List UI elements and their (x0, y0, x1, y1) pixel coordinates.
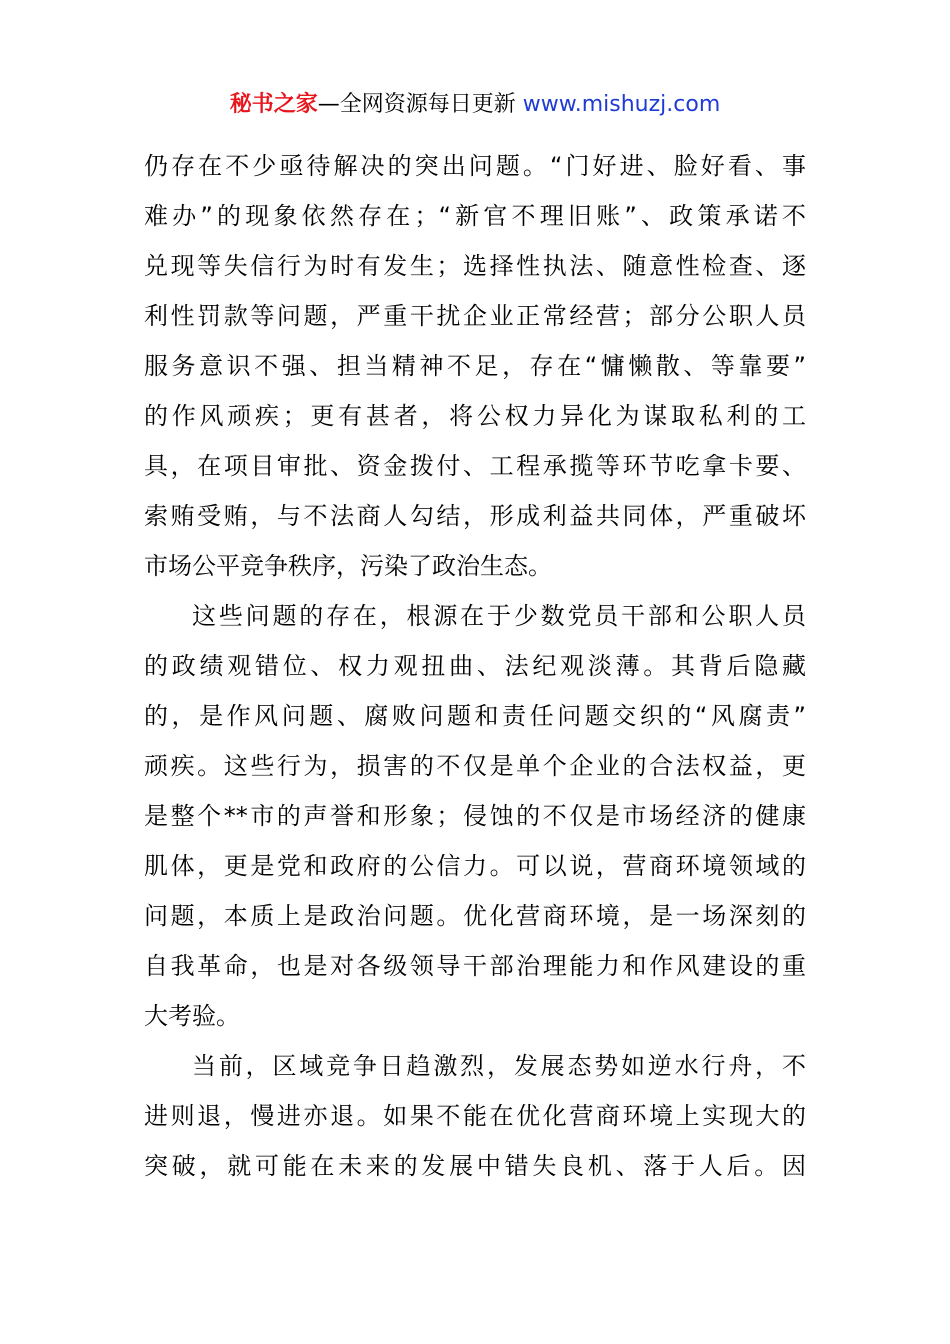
text-line: 的，是作风问题、腐败问题和责任问题交织的“风腐责” (144, 702, 806, 730)
text-line: 突破，就可能在未来的发展中错失良机、落于人后。因 (144, 1152, 806, 1180)
text-line: 具，在项目审批、资金拨付、工程承揽等环节吃拿卡要、 (144, 452, 806, 480)
paragraph-first-line: 这些问题的存在，根源在于少数党员干部和公职人员 (192, 602, 806, 630)
site-url[interactable]: www.mishuzj.com (522, 92, 721, 117)
text-line: 进则退，慢进亦退。如果不能在优化营商环境上实现大的 (144, 1102, 806, 1130)
text-line: 利性罚款等问题，严重干扰企业正常经营；部分公职人员 (144, 302, 806, 330)
text-line: 是整个**市的声誉和形象；侵蚀的不仅是市场经济的健康 (144, 802, 806, 830)
site-header (0, 88, 950, 122)
text-line: 大考验。 (144, 1002, 240, 1030)
text-line: 顽疾。这些行为，损害的不仅是单个企业的合法权益，更 (144, 752, 806, 780)
paragraph-first-line: 当前，区域竞争日趋激烈，发展态势如逆水行舟，不 (192, 1052, 806, 1080)
text-line: 问题，本质上是政治问题。优化营商环境，是一场深刻的 (144, 902, 806, 930)
text-line: 服务意识不强、担当精神不足，存在“慵懒散、等靠要” (144, 352, 806, 380)
text-line: 难办”的现象依然存在；“新官不理旧账”、政策承诺不 (144, 202, 806, 230)
brand-name: 秘书之家 (229, 92, 318, 117)
document-body (144, 141, 806, 1191)
text-line: 索贿受贿，与不法商人勾结，形成利益共同体，严重破坏 (144, 502, 806, 530)
text-line: 自我革命，也是对各级领导干部治理能力和作风建设的重 (144, 952, 806, 980)
header-tagline: —全网资源每日更新 (317, 92, 523, 117)
text-line: 的作风顽疾；更有甚者，将公权力异化为谋取私利的工 (144, 402, 806, 430)
text-line: 的政绩观错位、权力观扭曲、法纪观淡薄。其背后隐藏 (144, 652, 806, 680)
text-line: 市场公平竞争秩序，污染了政治生态。 (144, 552, 552, 580)
text-line: 仍存在不少亟待解决的突出问题。“门好进、脸好看、事 (144, 152, 806, 180)
text-line: 兑现等失信行为时有发生；选择性执法、随意性检查、逐 (144, 252, 806, 280)
text-line: 肌体，更是党和政府的公信力。可以说，营商环境领域的 (144, 852, 806, 880)
